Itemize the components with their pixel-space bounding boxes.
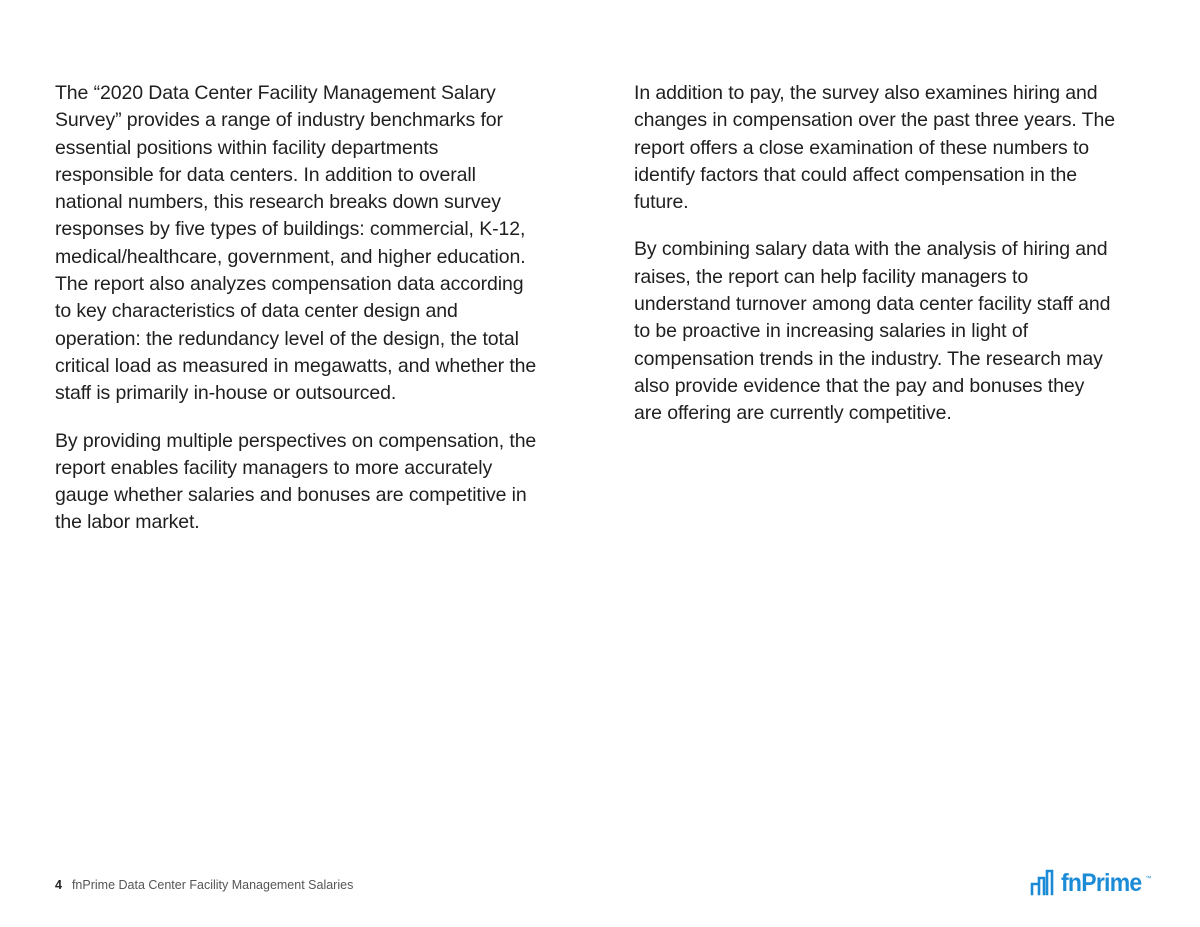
page-number: 4 xyxy=(55,878,62,892)
paragraph: The “2020 Data Center Facility Management Salary Survey” provides a range of industry benchmarks for essential positions within facility departments responsible for data centers. In addition to overall national numbers, this research breaks down survey responses by five types of buildings: commercial, K-12, medical/healthcare, government, and higher education. The report also analyzes compensation data according to key characteristics of data center design and operation: the redundancy level of the design, the total critical load as measured in megawatts, and whether the staff is primarily in-house or outsourced. xyxy=(55,82,537,405)
paragraph: In addition to pay, the survey also examines hiring and changes in compensation over the past three years. The report offers a close examination of these numbers to identify factors that could affect compensation in the future. xyxy=(634,82,1115,214)
paragraph: By providing multiple perspectives on compensation, the report enables facility managers to more accurately gauge whether salaries and bonuses are competitive in the labor market. xyxy=(55,429,537,534)
right-column xyxy=(634,80,1116,448)
logo-wordmark: fnPrime xyxy=(1061,869,1142,897)
page-footer xyxy=(55,878,353,892)
paragraph: By combining salary data with the analysis of hiring and raises, the report can help facility managers to understand turnover among data center facility staff and to be proactive in increasing salaries in light of compensation trends in the industry. The research may also provide evidence that the pay and bonuses they are offering are currently competitive. xyxy=(634,238,1111,425)
footer-title: fnPrime Data Center Facility Management Salaries xyxy=(71,878,354,892)
fnprime-logo xyxy=(1030,868,1151,896)
trademark-symbol: ™ xyxy=(1145,876,1152,882)
building-skyline-icon xyxy=(1030,868,1058,896)
left-column xyxy=(55,80,537,557)
